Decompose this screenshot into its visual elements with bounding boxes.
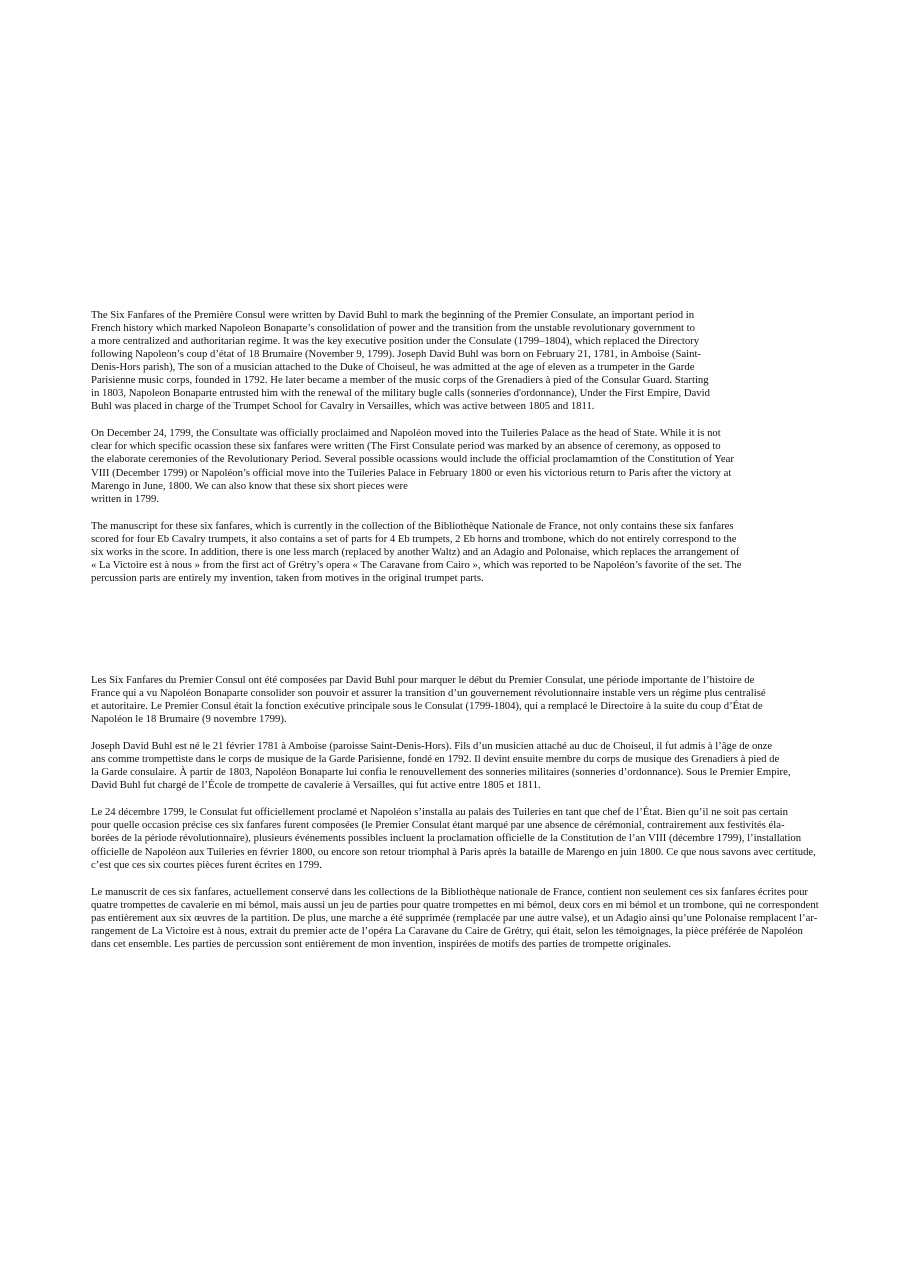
english-paragraph-history: The Six Fanfares of the Première Consul were written by David Buhl to mark the beginning of the Premier Consulate, an important period in French history which marked Napoleon Bonaparte’s consolidation of power and the transition from the unstable revolutionary government to a more centralized and authoritarian regime. It was the key executive position under the Consulate (1799–1804), which replaced the Directory following Napoleon’s coup d’état of 18 Brumaire (November 9, 1799). Joseph David Buhl was born on February 21, 1781, in Amboise (Saint- Denis-Hors parish), The son of a musician attached to the Duke of Choiseul, he was admitted at the age of eleven as a trumpeter in the Garde Parisienne music corps, founded in 1792. He later became a member of the music corps of the Grenadiers à pied of the Consular Guard. Starting in 1803, Napoleon Bonaparte entrusted him with the renewal of the military bugle calls (sonneries d'ordonnance), Under the First Empire, David Buhl was placed in charge of the Trumpet School for Cavalry in Versailles, which was active between 1805 and 1811. xyxy=(91,309,710,413)
french-paragraph-intro: Les Six Fanfares du Premier Consul ont été composées par David Buhl pour marquer le début du Premier Consulat, une période importante de l’histoire de France qui a vu Napoléon Bonaparte consolider son pouvoir et assurer la transition d’un gouvernement révolutionnaire instable vers un régime plus centralisé et autoritaire. Le Premier Consul était la fonction exécutive principale sous le Consulat (1799-1804), qui a remplacé le Directoire à la suite du coup d’État de Napoléon le 18 Brumaire (9 novembre 1799). xyxy=(91,674,766,726)
french-paragraph-biography: Joseph David Buhl est né le 21 février 1781 à Amboise (paroisse Saint-Denis-Hors). Fils d’un musicien attaché au duc de Choiseul, il fut admis à l’âge de onze ans comme trompettiste dans le corps de musique de la Garde Parisienne, fondé en 1792. Il devint ensuite membre du corps de musique des Grenadiers à pied de la Garde consulaire. À partir de 1803, Napoléon Bonaparte lui confia le renouvellement des sonneries militaires (sonneries d’ordonnance). Sous le Premier Empire, David Buhl fut chargé de l’École de trompette de cavalerie à Versailles, qui fut active entre 1805 et 1811. xyxy=(91,740,791,792)
english-paragraph-occasion: On December 24, 1799, the Consultate was officially proclaimed and Napoléon moved into the Tuileries Palace as the head of State. While it is not clear for which specific ocassion these six fanfares were written (The First Consulate period was marked by an absence of ceremony, as opposed to the elaborate ceremonies of the Revolutionary Period. Several possible ocassions would include the official proclamamtion of the Constitution of Year VIII (December 1799) or Napoléon’s official move into the Tuileries Palace in February 1800 or even his victorious return to Paris after the victory at Marengo in June, 1800. We can also know that these six short pieces were written in 1799. xyxy=(91,427,734,505)
english-paragraph-manuscript: The manuscript for these six fanfares, which is currently in the collection of the Bibliothèque Nationale de France, not only contains these six fanfares scored for four Eb Cavalry trumpets, it also contains a set of parts for 4 Eb trumpets, 2 Eb horns and trombone, which do not entirely correspond to the six works in the score. In addition, there is one less march (replaced by another Waltz) and an Adagio and Polonaise, which replaces the arrangement of « La Victoire est à nous » from the first act of Grétry’s opera « The Caravane from Cairo », which was reported to be Napoléon’s favorite of the set. The percussion parts are entirely my invention, taken from motives in the original trumpet parts. xyxy=(91,519,742,584)
french-notes xyxy=(91,674,867,965)
english-notes xyxy=(91,309,791,599)
french-paragraph-occasion: Le 24 décembre 1799, le Consulat fut officiellement proclamé et Napoléon s’installa au palais des Tuileries en tant que chef de l’État. Bien qu’il ne soit pas certain pour quelle occasion précise ces six fanfares furent composées (le Premier Consulat étant marqué par une absence de cérémonial, contrairement aux festivités éla- borées de la période révolutionnaire), plusieurs événements possibles incluent la proclamation officielle de la Constitution de l’an VIII (décembre 1799), l’installation officielle de Napoléon aux Tuileries en février 1800, ou encore son retour triomphal à Paris après la bataille de Marengo en juin 1800. Ce que nous savons avec certitude, c’est que ces six courtes pièces furent écrites en 1799. xyxy=(91,806,816,871)
french-paragraph-manuscript: Le manuscrit de ces six fanfares, actuellement conservé dans les collections de la Bibliothèque nationale de France, contient non seulement ces six fanfares écrites pour quatre trompettes de cavalerie en mi bémol, mais aussi un jeu de parties pour quatre trompettes en mi bémol, deux cors en mi bémol et un trombone, qui ne correspondent pas entièrement aux six œuvres de la partition. De plus, une marche a été supprimée (remplacée par une autre valse), et un Adagio ainsi qu’une Polonaise remplacent l’ar- rangement de La Victoire est à nous, extrait du premier acte de l’opéra La Caravane du Caire de Grétry, qui était, selon les témoignages, la pièce préférée de Napoléon dans cet ensemble. Les parties de percussion sont entièrement de mon invention, inspirées de motifs des parties de trompette originales. xyxy=(91,885,819,950)
